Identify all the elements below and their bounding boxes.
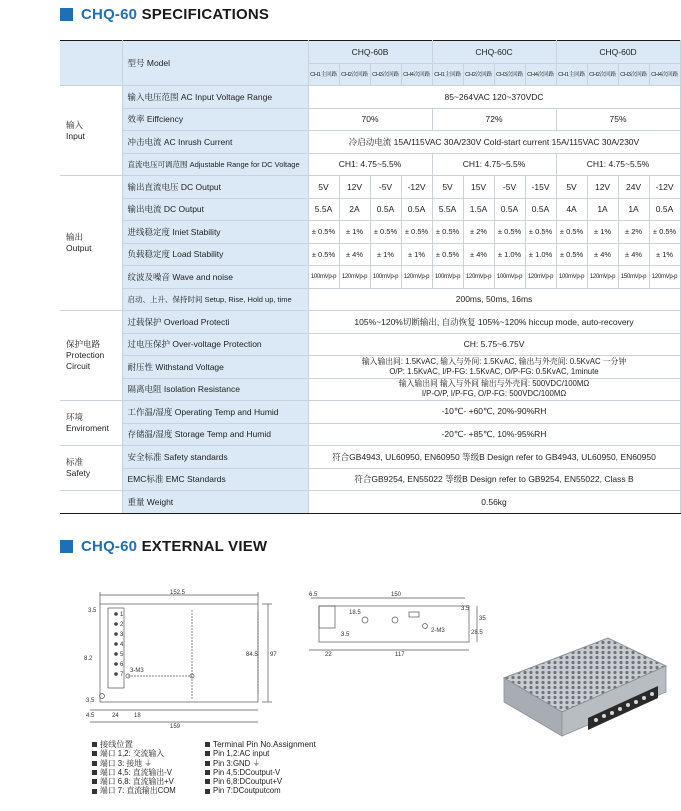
spec-value: CH1: 4.75~5.5% — [308, 153, 432, 176]
spec-row-line-regulation — [60, 221, 680, 244]
spec-value: ± 0.5% — [649, 221, 680, 244]
spec-label: 工作温/湿度 Operating Temp and Humid — [122, 401, 308, 424]
legend-item: Pin 4,5:DCoutput-V — [213, 767, 281, 777]
spec-row-efficiency — [60, 108, 680, 131]
spec-value: ± 4% — [463, 243, 494, 266]
spec-value: 24V — [618, 176, 649, 199]
dimension-label: 3.5 — [88, 608, 97, 614]
spec-label: EMC标准 EMC Standards — [122, 468, 308, 491]
section-marker-icon — [60, 8, 73, 21]
spec-label: 隔离电阻 Isolation Resistance — [122, 378, 308, 401]
spec-label: 直流电压可调范围 Adjustable Range for DC Voltage — [122, 153, 308, 176]
spec-value: 5.5A — [308, 198, 339, 221]
spec-value: ± 2% — [618, 221, 649, 244]
dimension-label: 8.2 — [84, 656, 93, 662]
channel-label: CH1主回路 — [308, 63, 339, 86]
section-title: CHQ-60 EXTERNAL VIEW — [81, 538, 268, 555]
spec-label: 输出电流 DC Output — [122, 198, 308, 221]
bullet-square-icon — [205, 751, 210, 756]
dimension-label: 159 — [170, 724, 181, 730]
spec-value: ± 0.5% — [556, 243, 587, 266]
spec-value: 200ms, 50ms, 16ms — [308, 288, 680, 311]
spec-value: 1A — [587, 198, 618, 221]
spec-value: ± 0.5% — [401, 221, 432, 244]
channel-label: CH1主回路 — [432, 63, 463, 86]
dimension-label: 2-M3 — [431, 628, 445, 634]
spec-value: 0.5A — [370, 198, 401, 221]
dimension-label: 3.5 — [86, 698, 95, 704]
spec-value: 120mVp-p — [339, 266, 370, 289]
spec-value: 冷启动电流 15A/115VAC 30A/230V Cold-start current 15A/115VAC 30A/230V — [308, 131, 680, 154]
spec-value: ± 0.5% — [432, 221, 463, 244]
spec-row-overvoltage — [60, 333, 680, 356]
spec-value: CH: 5.75~6.75V — [308, 333, 680, 356]
spec-value: 5V — [432, 176, 463, 199]
dimension-label: 84.5 — [246, 652, 258, 658]
spec-label: 重量 Weight — [122, 491, 308, 514]
spec-table-container — [60, 40, 680, 514]
terminal-pin — [114, 662, 118, 666]
spec-label: 进线稳定度 Iniet Stability — [122, 221, 308, 244]
terminal-pin — [114, 652, 118, 656]
model-name: CHQ-60C — [432, 41, 556, 64]
spec-value: 150mVp-p — [618, 266, 649, 289]
dimension-label: 117 — [395, 652, 405, 658]
spec-value: 0.5A — [401, 198, 432, 221]
spec-row-ac-range — [60, 86, 680, 109]
model-name: CHQ-60B — [308, 41, 432, 64]
spec-value: 15V — [463, 176, 494, 199]
spec-value: ± 0.5% — [308, 221, 339, 244]
spec-value: ± 4% — [339, 243, 370, 266]
section-marker-icon — [60, 540, 73, 553]
bullet-square-icon — [205, 761, 210, 766]
spec-value: 85~264VAC 120~370VDC — [308, 86, 680, 109]
spec-value: 12V — [587, 176, 618, 199]
pin-legend-cn — [92, 740, 176, 796]
spec-table — [60, 40, 681, 514]
legend-item: 端口 7: 直流输出COM — [100, 786, 176, 796]
pin-number: 2 — [120, 622, 124, 628]
spec-value: -15V — [525, 176, 556, 199]
channel-label: CH2次回路 — [587, 63, 618, 86]
terminal-pin — [114, 672, 118, 676]
channel-label: CH3次回路 — [494, 63, 525, 86]
spec-label: 输出直流电压 DC Output — [122, 176, 308, 199]
spec-value: ± 1.0% — [494, 243, 525, 266]
spec-value: 5.5A — [432, 198, 463, 221]
dimension-label: 22 — [325, 652, 332, 658]
spec-value: ± 0.5% — [432, 243, 463, 266]
spec-row-dc-voltage — [60, 176, 680, 199]
spec-value: 5V — [308, 176, 339, 199]
spec-value: ± 4% — [618, 243, 649, 266]
spec-value: 2A — [339, 198, 370, 221]
spec-value: 120mVp-p — [401, 266, 432, 289]
spec-row-inrush — [60, 131, 680, 154]
channel-label: CH3次回路 — [618, 63, 649, 86]
spec-value: 输入输出间 输入与外间 输出与外壳间: 500VDC/100MΩ I/P-O/P, I/P-FG, O/P-FG: 500VDC/100MΩ — [308, 378, 680, 401]
pin-number: 7 — [120, 672, 124, 678]
spec-value: 0.5A — [649, 198, 680, 221]
spec-value: 100mVp-p — [370, 266, 401, 289]
spec-value: 100mVp-p — [494, 266, 525, 289]
bullet-square-icon — [92, 751, 97, 756]
dimension-label: 18 — [134, 713, 141, 719]
terminal-pin — [114, 632, 118, 636]
spec-row-emc — [60, 468, 680, 491]
spec-row-ripple — [60, 266, 680, 289]
spec-value: ± 0.5% — [308, 243, 339, 266]
front-view-drawing — [72, 590, 282, 730]
spec-value: CH1: 4.75~5.5% — [432, 153, 556, 176]
channel-label: CH3次回路 — [370, 63, 401, 86]
pin-legend-en — [205, 740, 316, 796]
spec-label: 过载保护 Overload Protecti — [122, 311, 308, 334]
spec-value: 72% — [432, 108, 556, 131]
product-photo — [498, 620, 668, 738]
spec-value: ± 1.0% — [525, 243, 556, 266]
spec-value: 70% — [308, 108, 432, 131]
channel-label: CH4次回路 — [649, 63, 680, 86]
channel-label: CH4次回路 — [401, 63, 432, 86]
spec-row-storage-temp — [60, 423, 680, 446]
dimension-label: 24 — [112, 713, 119, 719]
dimension-label: 152.5 — [170, 590, 186, 596]
model-header-row — [60, 41, 680, 64]
dimension-label: 150 — [391, 592, 402, 598]
legend-item: 端口 3: 接地 ⏚ — [100, 758, 152, 768]
spec-value: 输入输出间: 1.5KvAC, 输入与外间: 1.5KvAC, 输出与外壳间: 0.5KvAC 一分钟 O/P: 1.5KvAC, I/P-FG: 1.5KvAC, O/P-FG: 0.5KvAC, 1minute — [308, 356, 680, 379]
channel-label: CH1主回路 — [556, 63, 587, 86]
dimension-label: 18.5 — [349, 610, 361, 616]
bullet-square-icon — [92, 789, 97, 794]
spec-value: ± 1% — [649, 243, 680, 266]
legend-item: Pin 1,2:AC input — [213, 749, 270, 759]
legend-title: Terminal Pin No.Assignment — [213, 740, 316, 749]
spec-value: 符合GB4943, UL60950, EN60950 等级B Design refer to GB4943, UL60950, EN60950 — [308, 446, 680, 469]
terminal-pin — [114, 622, 118, 626]
spec-value: 0.5A — [525, 198, 556, 221]
category-safety: 标准 Safety — [60, 446, 122, 491]
spec-value: 0.5A — [494, 198, 525, 221]
spec-value: 105%~120%切断输出, 自动恢复 105%~120% hiccup mode, auto-recovery — [308, 311, 680, 334]
pin-number: 3 — [120, 632, 124, 638]
spec-section-heading — [60, 6, 269, 23]
pin-number: 5 — [120, 652, 124, 658]
spec-value: ± 1% — [587, 221, 618, 244]
spec-row-dc-current — [60, 198, 680, 221]
side-view-drawing — [305, 590, 485, 660]
spec-value: 0.56kg — [308, 491, 680, 514]
category-output: 输出 Output — [60, 176, 122, 311]
legend-item: Pin 6,8:DCoutput+V — [213, 777, 283, 787]
spec-label: 耐压性 Withstand Voltage — [122, 356, 308, 379]
bullet-square-icon — [92, 761, 97, 766]
spec-value: 120mVp-p — [649, 266, 680, 289]
spec-value: 120mVp-p — [525, 266, 556, 289]
dimension-label: 6.5 — [309, 592, 318, 598]
spec-value: 75% — [556, 108, 680, 131]
terminal-pin — [114, 642, 118, 646]
legend-title: 接线位置 — [100, 740, 133, 749]
spec-row-safety — [60, 446, 680, 469]
spec-label: 冲击电流 AC Inrush Current — [122, 131, 308, 154]
spec-value: 符合GB9254, EN55022 等级B Design refer to GB9254, EN55022, Class B — [308, 468, 680, 491]
dimension-label: 3.5 — [461, 606, 470, 612]
spec-value: 120mVp-p — [587, 266, 618, 289]
category-input: 输入 Input — [60, 86, 122, 176]
spec-value: -12V — [401, 176, 432, 199]
spec-label: 安全标准 Safety standards — [122, 446, 308, 469]
spec-value: ± 0.5% — [370, 221, 401, 244]
dimension-label: 4.5 — [86, 713, 95, 719]
category-protection: 保护电路 Protection Circuit — [60, 311, 122, 401]
spec-value: 1.5A — [463, 198, 494, 221]
bullet-square-icon — [92, 779, 97, 784]
spec-value: ± 1% — [401, 243, 432, 266]
spec-value: -12V — [649, 176, 680, 199]
spec-value: -5V — [370, 176, 401, 199]
spec-value: ± 1% — [370, 243, 401, 266]
model-name: CHQ-60D — [556, 41, 680, 64]
bullet-square-icon — [205, 789, 210, 794]
spec-label: 存储温/湿度 Storage Temp and Humid — [122, 423, 308, 446]
channel-label: CH4次回路 — [525, 63, 556, 86]
pin-number: 6 — [120, 662, 124, 668]
spec-value: CH1: 4.75~5.5% — [556, 153, 680, 176]
spec-label: 纹波及噪音 Wave and noise — [122, 266, 308, 289]
dimension-label: 28.5 — [471, 630, 483, 636]
spec-row-isolation — [60, 378, 680, 401]
bullet-square-icon — [92, 770, 97, 775]
spec-value: 100mVp-p — [556, 266, 587, 289]
spec-value: ± 1% — [339, 221, 370, 244]
model-label: 型号 Model — [122, 41, 308, 86]
spec-value: -20℃- +85℃, 10%-95%RH — [308, 423, 680, 446]
spec-value: -5V — [494, 176, 525, 199]
channel-label: CH2次回路 — [463, 63, 494, 86]
spec-row-adjust — [60, 153, 680, 176]
spec-label: 效率 Eiffciency — [122, 108, 308, 131]
spec-value: ± 0.5% — [494, 221, 525, 244]
spec-value: 100mVp-p — [432, 266, 463, 289]
spec-label: 输入电压范围 AC Input Voltage Range — [122, 86, 308, 109]
spec-row-overload — [60, 311, 680, 334]
spec-label: 过电压保护 Over-voltage Protection — [122, 333, 308, 356]
dimension-label: 97 — [270, 652, 277, 658]
spec-row-operating-temp — [60, 401, 680, 424]
dimension-label: 3.5 — [341, 632, 350, 638]
legend-item: 端口 4,5: 直流输出-V — [100, 767, 172, 777]
pin-number: 1 — [120, 612, 124, 618]
spec-value: ± 0.5% — [525, 221, 556, 244]
bullet-square-icon — [205, 742, 210, 747]
legend-item: 端口 1,2: 交流输入 — [100, 749, 165, 759]
section-title: CHQ-60 SPECIFICATIONS — [81, 6, 270, 23]
category-environment: 环境 Enviroment — [60, 401, 122, 446]
spec-value: ± 4% — [587, 243, 618, 266]
terminal-pin — [114, 612, 118, 616]
bullet-square-icon — [205, 770, 210, 775]
bullet-square-icon — [205, 779, 210, 784]
spec-label: 启动、上升、保持时间 Setup, Rise, Hold up, time — [122, 288, 308, 311]
spec-row-weight — [60, 491, 680, 514]
dimension-label: 3-M3 — [130, 668, 144, 674]
bullet-square-icon — [92, 742, 97, 747]
spec-value: 100mVp-p — [308, 266, 339, 289]
spec-value: 120mVp-p — [463, 266, 494, 289]
spec-value: 4A — [556, 198, 587, 221]
view-section-heading — [60, 538, 267, 555]
spec-value: 12V — [339, 176, 370, 199]
spec-value: ± 0.5% — [556, 221, 587, 244]
legend-item: Pin 7:DCoutputcom — [213, 786, 281, 796]
spec-value: 1A — [618, 198, 649, 221]
pin-number: 4 — [120, 642, 124, 648]
channel-label: CH2次回路 — [339, 63, 370, 86]
spec-value: 5V — [556, 176, 587, 199]
legend-item: 端口 6,8: 直流输出+V — [100, 777, 174, 787]
spec-row-setup-time — [60, 288, 680, 311]
spec-label: 负载稳定度 Load Stability — [122, 243, 308, 266]
spec-value: ± 2% — [463, 221, 494, 244]
spec-row-load-regulation — [60, 243, 680, 266]
dimension-label: 35 — [479, 616, 486, 622]
spec-row-withstand — [60, 356, 680, 379]
spec-value: -10℃- +60℃, 20%-90%RH — [308, 401, 680, 424]
legend-item: Pin 3:GND ⏚ — [213, 758, 261, 768]
